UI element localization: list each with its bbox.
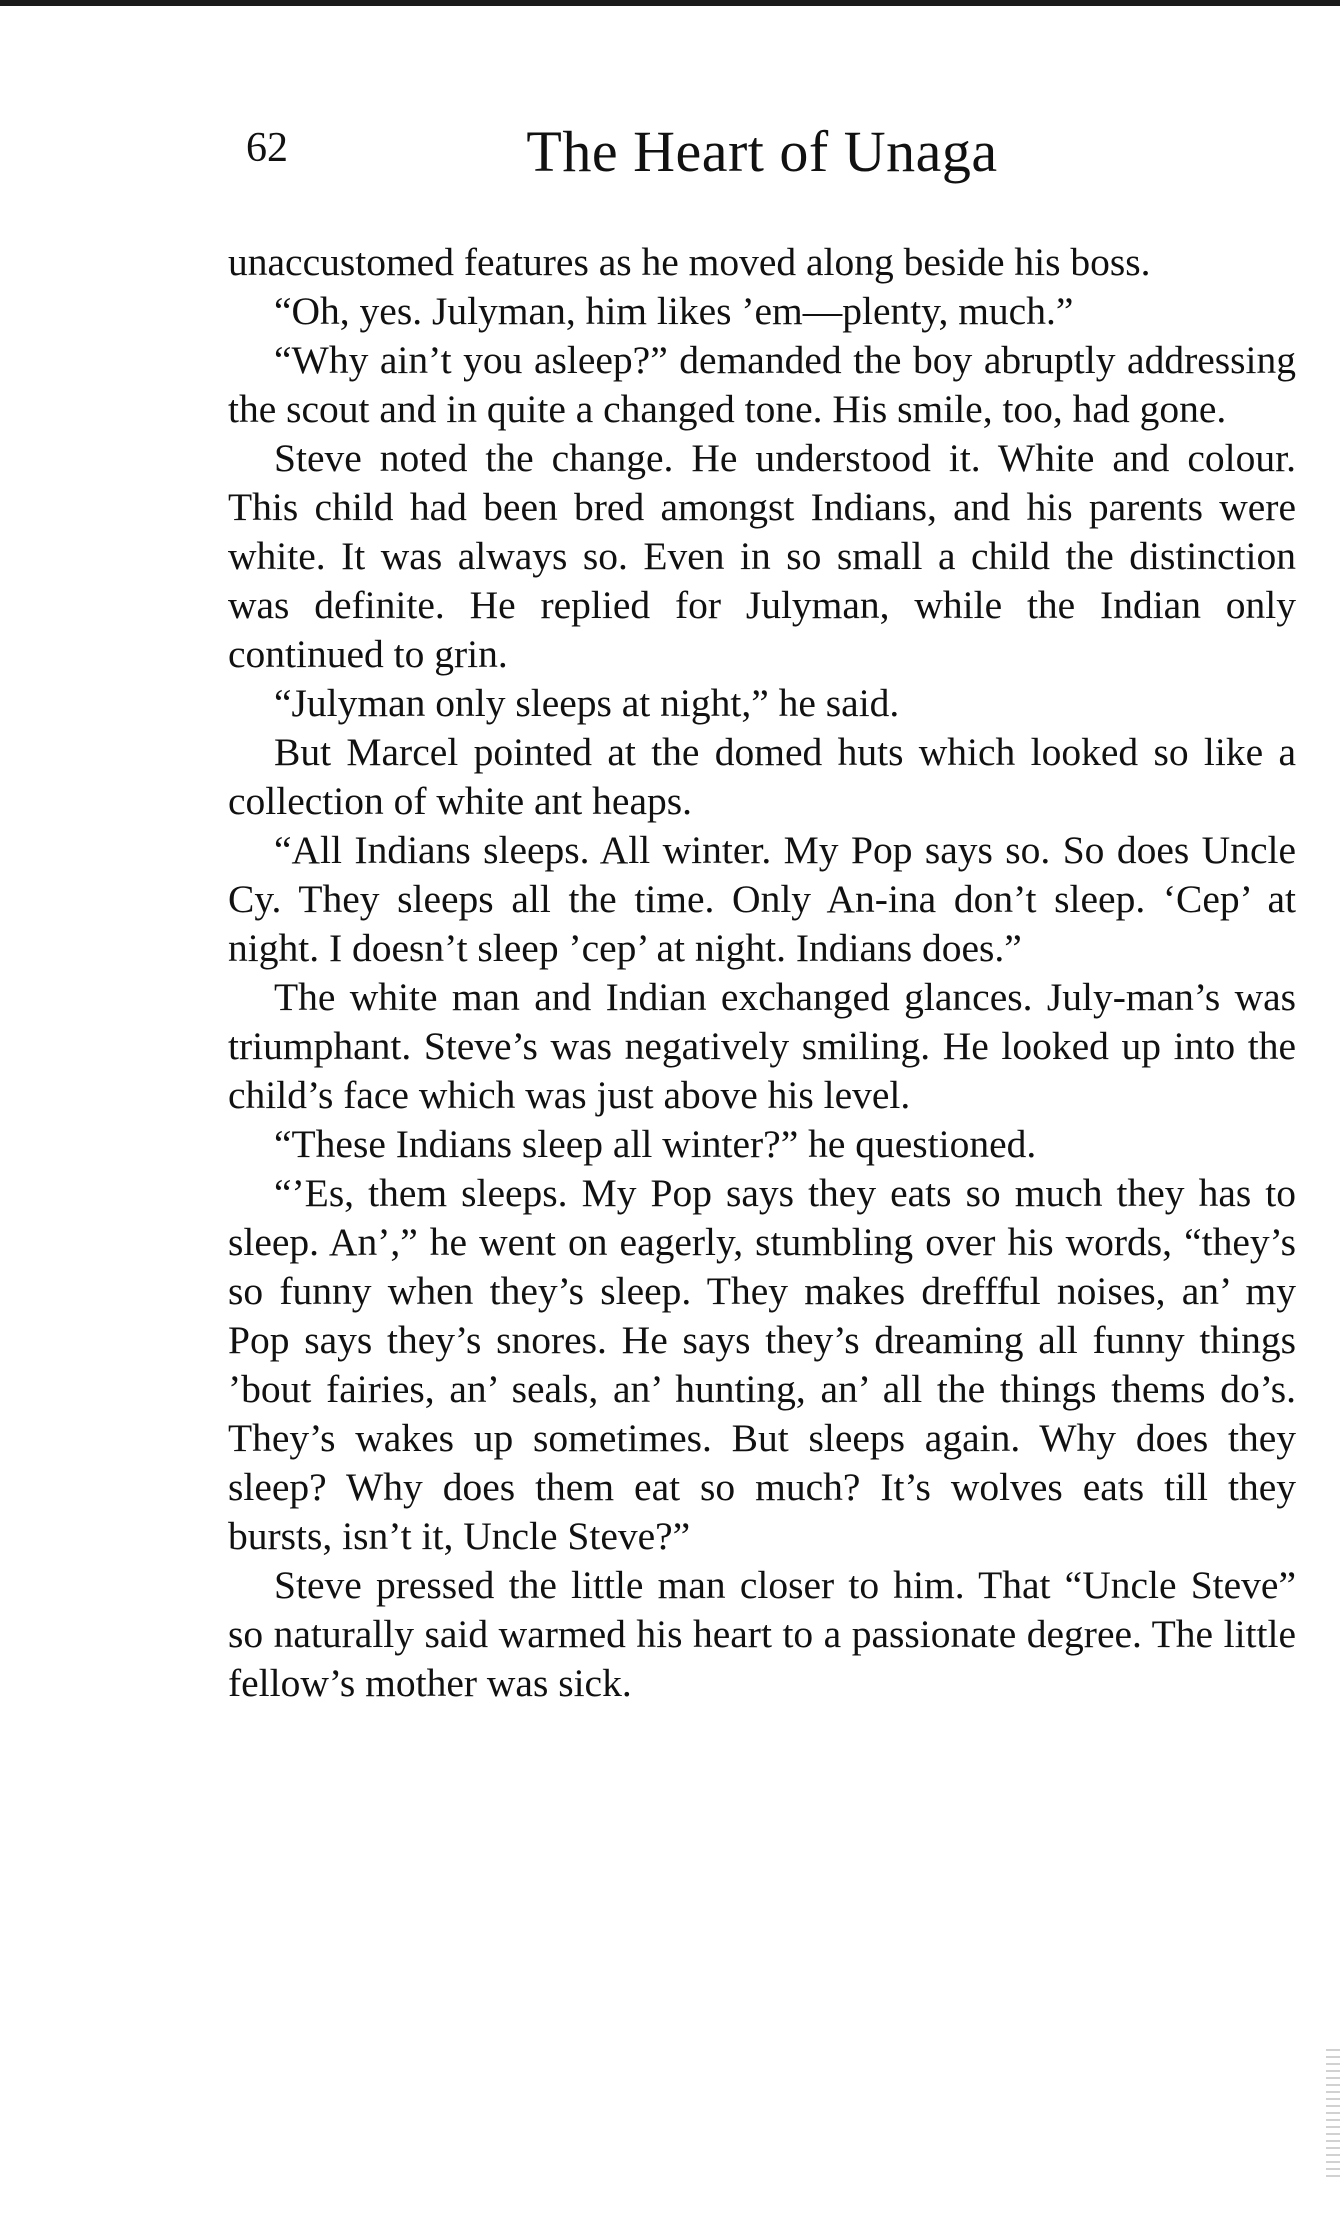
paragraph: “’Es, them sleeps. My Pop says they eats so much they has to sleep. An’,” he went on eagerly, stumbling over his words, “they’s so funny when they’s sleep. They makes dreffful noises, an’ my Pop says they’s snores. He says they’s dreaming all funny things ’bout fairies, an’ seals, an’ hunting, an’ all the things thems do’s. They’s wakes up sometimes. But sleeps again. Why does they sleep? Why does them eat so much? It’s wolves eats till they bursts, isn’t it, Uncle Steve?” <box>228 1171 1296 1558</box>
paragraph: “Why ain’t you asleep?” demanded the boy abruptly addressing the scout and in quite a changed tone. His smile, too, had gone. <box>228 338 1296 431</box>
paragraph: “All Indians sleeps. All winter. My Pop says so. So does Uncle Cy. They sleeps all the time. Only An-ina don’t sleep. ‘Cep’ at night. I doesn’t sleep ’cep’ at night. Indians does.” <box>228 828 1296 970</box>
paragraph: “These Indians sleep all winter?” he questioned. <box>274 1122 1037 1166</box>
running-header <box>228 110 1296 220</box>
running-title: The Heart of Unaga <box>526 119 998 184</box>
book-page <box>228 110 1296 1708</box>
page-top-edge <box>0 0 1340 6</box>
paragraph: unaccustomed features as he moved along beside his boss. <box>228 240 1151 284</box>
paragraph: “Oh, yes. Julyman, him likes ’em—plenty, much.” <box>274 289 1074 333</box>
paragraph: Steve pressed the little man closer to him. That “Uncle Steve” so naturally said warmed his heart to a passionate degree. The little fellow’s mother was sick. <box>228 1563 1296 1705</box>
paragraph: “Julyman only sleeps at night,” he said. <box>274 681 900 725</box>
page-number: 62 <box>246 125 288 171</box>
body-text <box>228 238 1296 1708</box>
paragraph: But Marcel pointed at the domed huts which looked so like a collection of white ant heaps. <box>228 730 1296 823</box>
page-edge-specks <box>1326 2049 1340 2179</box>
paragraph: The white man and Indian exchanged glances. July-man’s was triumphant. Steve’s was negatively smiling. He looked up into the child’s face which was just above his level. <box>228 975 1296 1117</box>
paragraph: Steve noted the change. He understood it. White and colour. This child had been bred amongst Indians, and his parents were white. It was always so. Even in so small a child the distinction was definite. He replied for Julyman, while the Indian only continued to grin. <box>228 436 1296 676</box>
